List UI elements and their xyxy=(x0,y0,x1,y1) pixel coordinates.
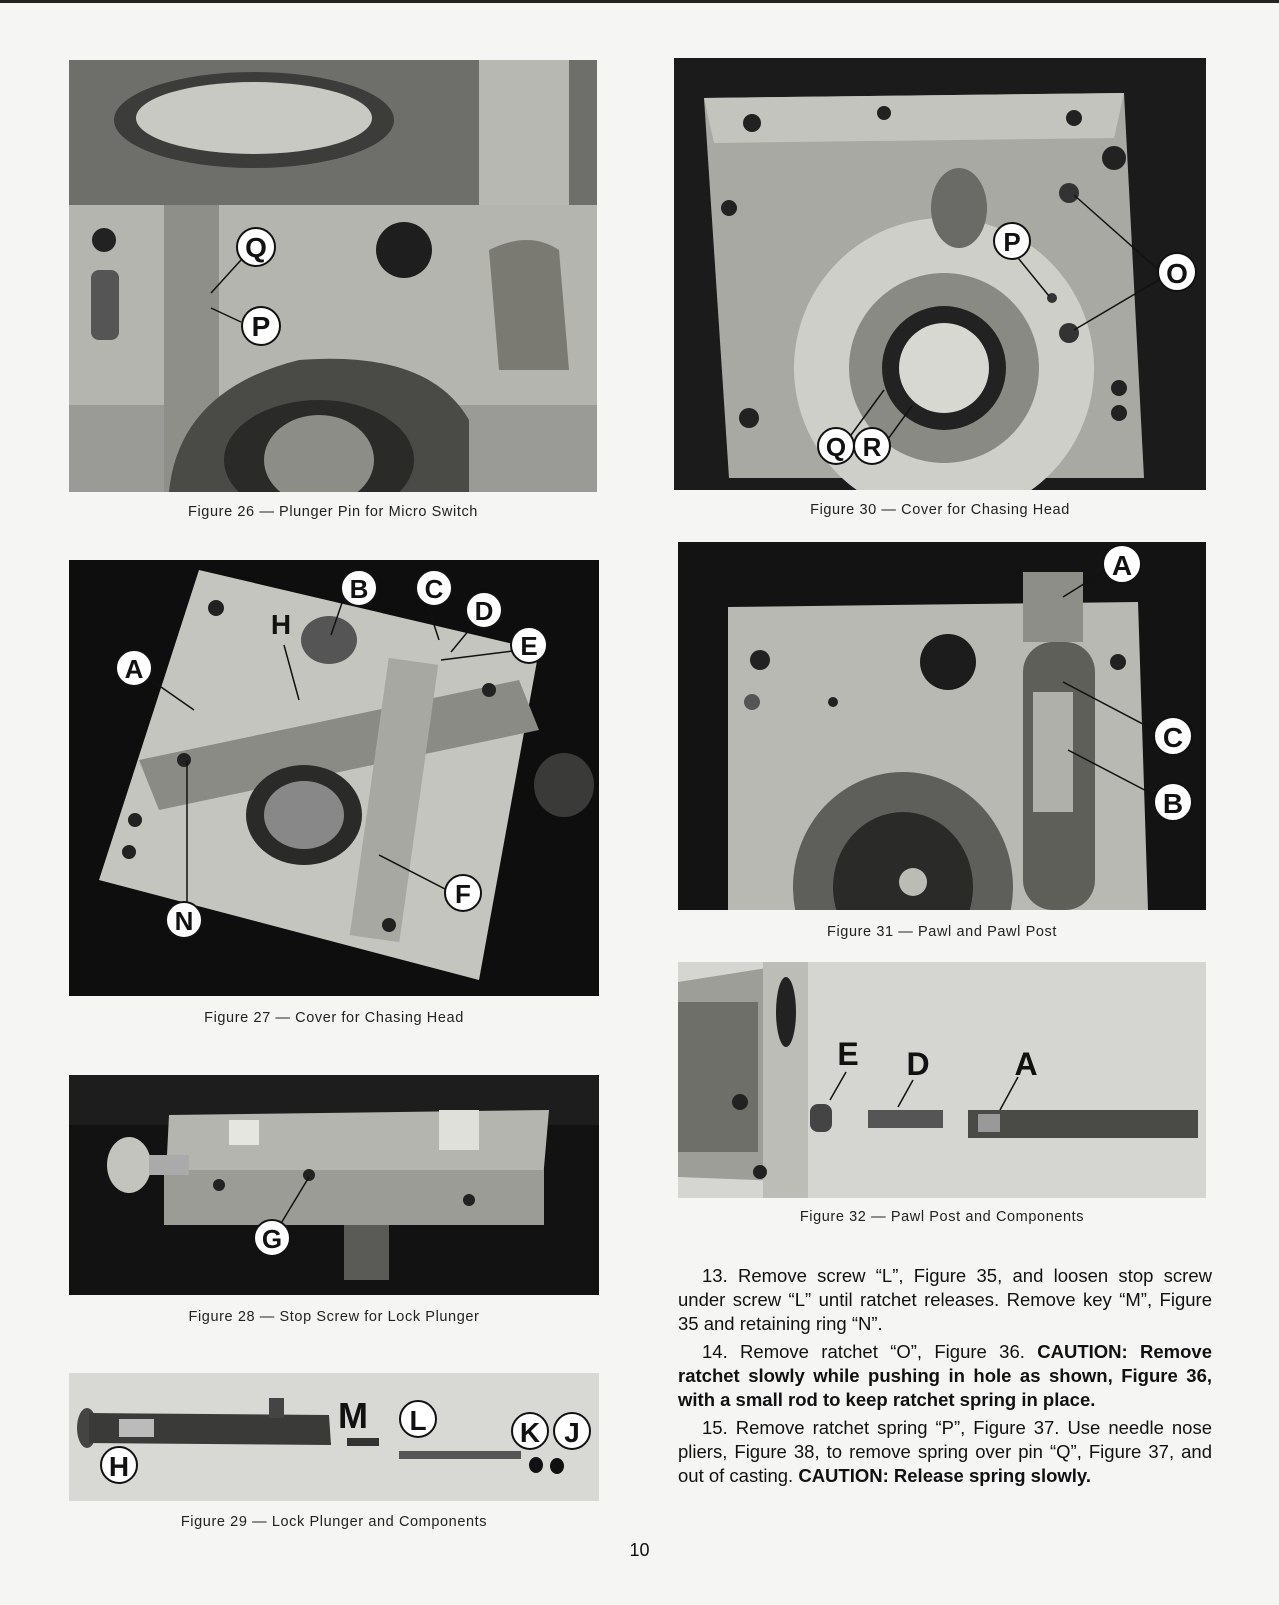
fig27-callout-n: N xyxy=(174,906,194,936)
step-13-text: 13. Remove screw “L”, Figure 35, and loosen stop screw under screw “L” until ratchet releases. Remove key “M”, Figure 35 and retaining ring “N”. xyxy=(678,1265,1212,1334)
fig30-callout-r: R xyxy=(862,432,882,462)
figure-29-photo xyxy=(69,1373,599,1501)
fig30-callout-q: Q xyxy=(825,432,847,462)
fig31-callout-b: B xyxy=(1162,788,1184,819)
fig27-callout-b: B xyxy=(349,574,369,604)
step-15 xyxy=(678,1416,1212,1488)
figure-27-caption: Figure 27 — Cover for Chasing Head xyxy=(204,1010,464,1026)
fig29-callout-l: L xyxy=(409,1405,427,1436)
fig32-callout-a: A xyxy=(1014,1046,1038,1082)
fig27-callout-d: D xyxy=(474,596,494,626)
fig29-callout-k: K xyxy=(519,1417,541,1448)
step-13 xyxy=(678,1264,1212,1336)
fig32-callout-d: D xyxy=(906,1046,930,1082)
fig27-callout-c: C xyxy=(424,574,444,604)
figure-32-caption: Figure 32 — Pawl Post and Components xyxy=(799,1209,1085,1225)
step-14 xyxy=(678,1340,1212,1412)
instruction-steps xyxy=(678,1264,1212,1492)
fig32-callout-e: E xyxy=(837,1036,859,1072)
figure-26-caption: Figure 26 — Plunger Pin for Micro Switch xyxy=(188,504,478,520)
step-15-caution: CAUTION: Release spring slowly. xyxy=(798,1465,1091,1486)
page-number: 10 xyxy=(629,1540,650,1560)
step-14-caution: CAUTION: Remove ratchet slowly while pushing in hole as shown, Figure 36, with a small rod to keep ratchet spring in place. xyxy=(678,1341,1212,1410)
fig29-callout-j: J xyxy=(564,1417,580,1448)
fig27-callout-f: F xyxy=(455,879,471,909)
figure-31-caption: Figure 31 — Pawl and Pawl Post xyxy=(827,924,1057,940)
fig30-callout-p: P xyxy=(1003,227,1021,257)
fig28-callout-g: G xyxy=(261,1224,283,1254)
figure-32-photo xyxy=(678,962,1206,1198)
figure-30-caption: Figure 30 — Cover for Chasing Head xyxy=(810,502,1070,518)
fig31-callout-c: C xyxy=(1162,722,1184,753)
fig29-callout-h: H xyxy=(108,1451,130,1482)
figure-29-caption: Figure 29 — Lock Plunger and Components xyxy=(180,1514,488,1530)
fig26-callout-p: P xyxy=(251,311,271,342)
fig27-callout-a: A xyxy=(124,654,144,684)
fig29-callout-m: M xyxy=(338,1395,368,1436)
figure-27-photo xyxy=(69,560,599,996)
figure-28-caption: Figure 28 — Stop Screw for Lock Plunger xyxy=(188,1309,480,1325)
step-14-text: 14. Remove ratchet “O”, Figure 36. xyxy=(702,1341,1025,1362)
fig27-callout-e: E xyxy=(520,631,538,661)
fig31-callout-a: A xyxy=(1111,550,1133,581)
fig27-callout-h: H xyxy=(270,609,292,640)
fig26-callout-q: Q xyxy=(245,232,267,263)
figure-26-photo xyxy=(69,60,597,492)
fig30-callout-o: O xyxy=(1166,258,1188,289)
top-rule xyxy=(0,0,1279,3)
figure-31-photo xyxy=(678,542,1206,910)
figure-28-photo xyxy=(69,1075,599,1295)
figure-30-photo xyxy=(674,58,1206,490)
step-15-text: 15. Remove ratchet spring “P”, Figure 37. Use needle nose pliers, Figure 38, to remove spring over pin “Q”, Figure 37, and out of casting. xyxy=(678,1417,1212,1486)
